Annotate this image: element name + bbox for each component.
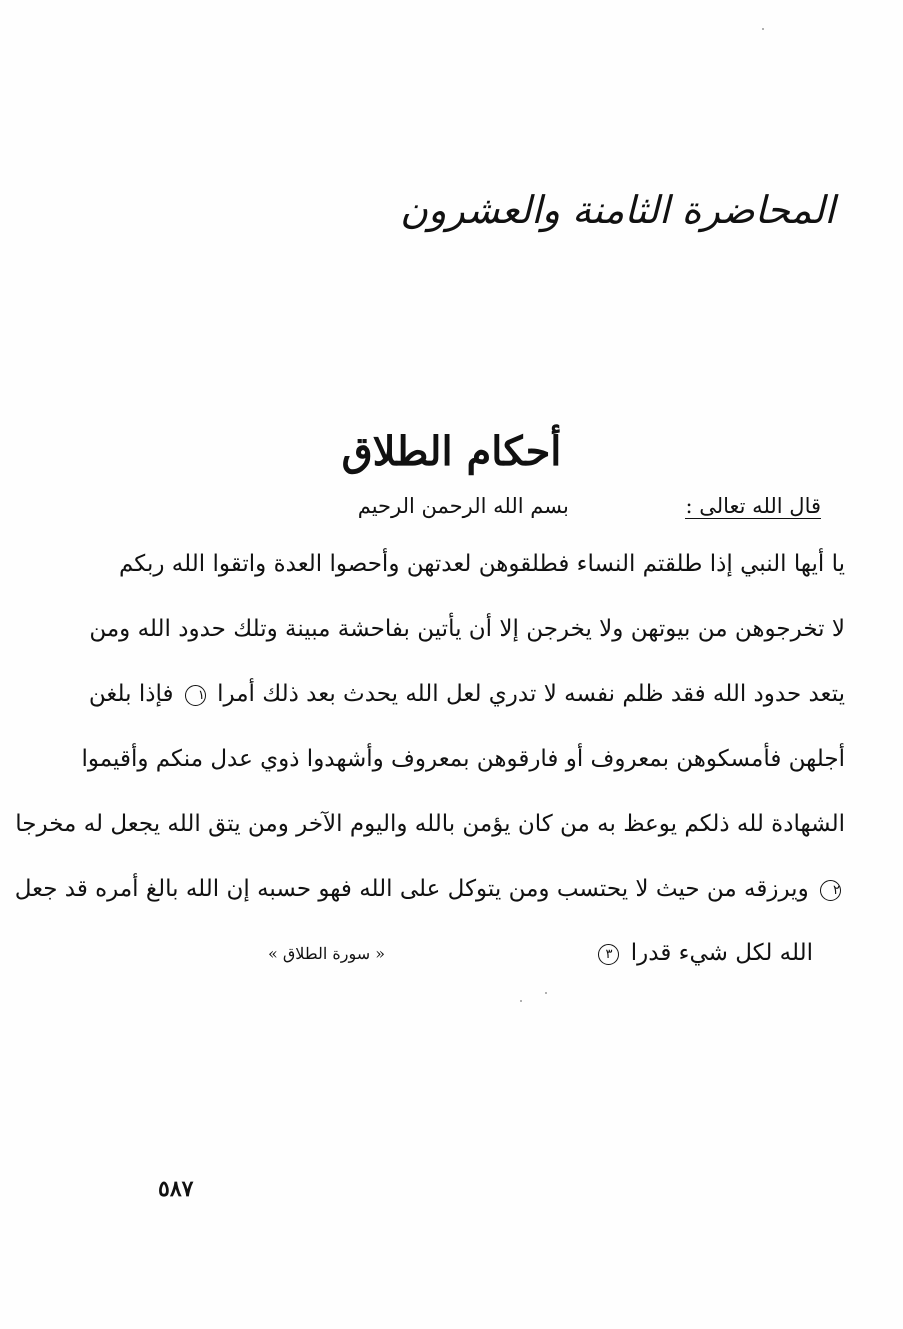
scan-speck xyxy=(762,28,764,30)
intro-label: قال الله تعالى : xyxy=(685,494,821,518)
ayah-marker-3: ٣ xyxy=(598,944,619,965)
page-number: ٥٨٧ xyxy=(158,1176,194,1202)
scan-speck xyxy=(545,992,547,994)
verse-line-3-continuation: فإذا بلغن xyxy=(88,681,174,707)
ayah-marker-2: ٢ xyxy=(820,880,841,901)
lecture-title: المحاضرة الثامنة والعشرون xyxy=(400,188,835,232)
scan-speck xyxy=(520,1000,522,1002)
section-title: أحكام الطلاق xyxy=(341,428,562,475)
quran-verses xyxy=(14,532,845,922)
verse-line-2: لا تخرجوهن من بيوتهن ولا يخرجن إلا أن يأتين بفاحشة مبينة وتلك حدود الله ومن xyxy=(89,616,845,642)
verse-final-text: الله لكل شيء قدرا xyxy=(630,940,813,966)
verse-line-5: الشهادة لله ذلكم يوعظ به من كان يؤمن بالله واليوم الآخر ومن يتق الله يجعل له مخرجا xyxy=(15,811,845,837)
verse-line-4: أجلهن فأمسكوهن بمعروف أو فارقوهن بمعروف وأشهدوا ذوي عدل منكم وأقيموا xyxy=(81,746,845,772)
verse-line-3 xyxy=(88,662,845,727)
ayah-marker-1: ١ xyxy=(185,685,206,706)
verse-line-6-text: ويرزقه من حيث لا يحتسب ومن يتوكل على الله فهو حسبه إن الله بالغ أمره قد جعل xyxy=(14,876,809,902)
basmala: بسم الله الرحمن الرحيم xyxy=(357,494,569,518)
surah-source-note: « سورة الطلاق » xyxy=(268,944,386,963)
intro-line xyxy=(171,494,821,519)
verse-line-6 xyxy=(14,857,845,922)
verse-line-3-text: يتعد حدود الله فقد ظلم نفسه لا تدري لعل الله يحدث بعد ذلك أمرا xyxy=(217,681,845,707)
verse-line-1: يا أيها النبي إذا طلقتم النساء فطلقوهن لعدتهن وأحصوا العدة واتقوا الله ربكم xyxy=(118,551,845,577)
